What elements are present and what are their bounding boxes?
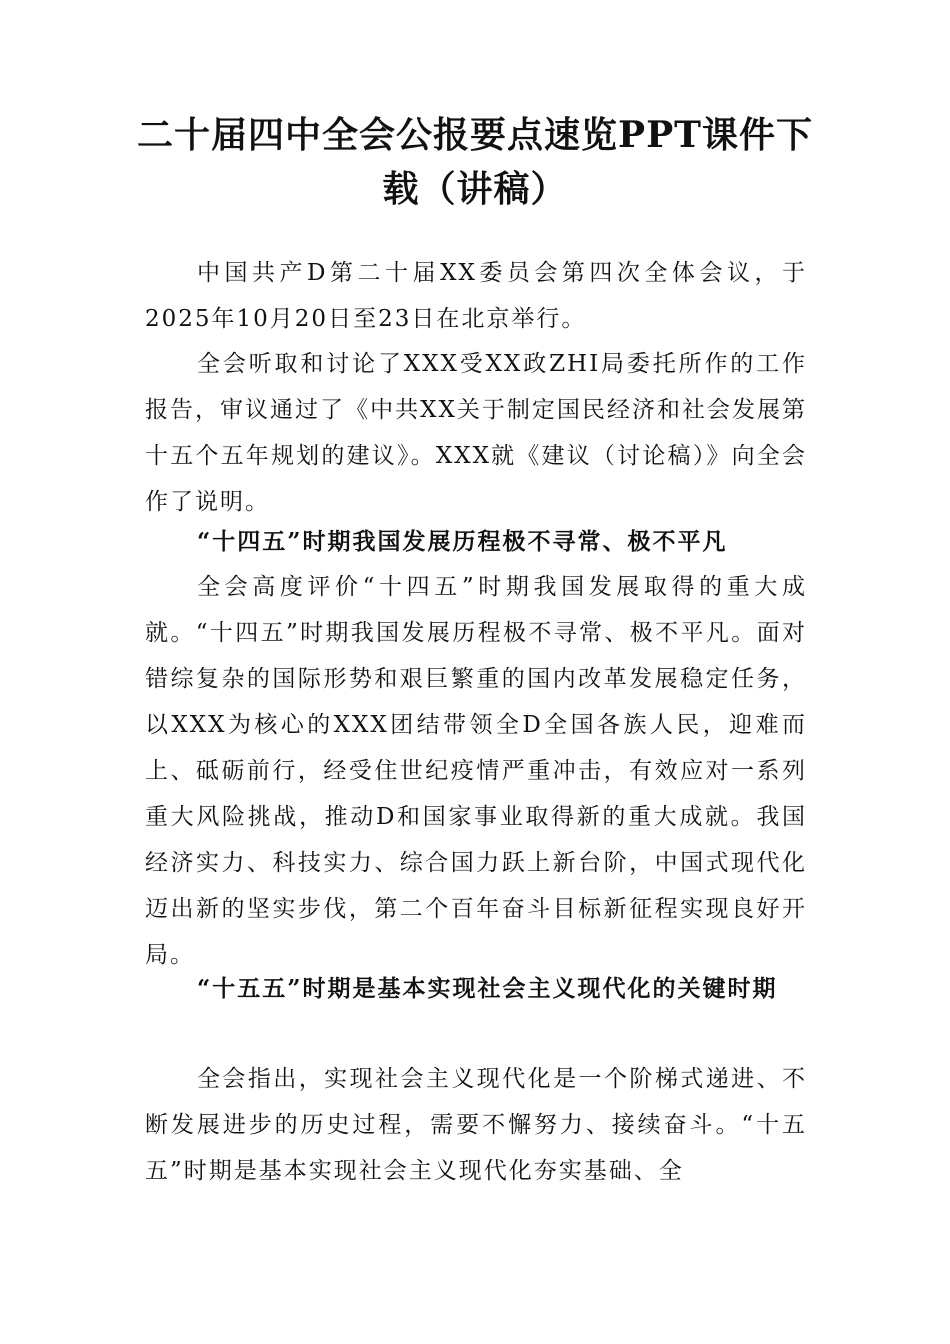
section-heading: “十五五”时期是基本实现社会主义现代化的关键时期 [197,975,778,1002]
body-paragraph: 中国共产D第二十届XX委员会第四次全体会议，于2025年10月20日至23日在北京举行。 [145,260,807,332]
document-title: 二十届四中全会公报要点速览PPT课件下载（讲稿） [137,114,813,210]
body-paragraph: 全会指出，实现社会主义现代化是一个阶梯式递进、不断发展进步的历史过程，需要不懈努力、接续奋斗。“十五五”时期是基本实现社会主义现代化夯实基础、全 [145,1066,807,1184]
section-heading: “十四五”时期我国发展历程极不寻常、极不平凡 [197,528,728,555]
body-paragraph: 全会高度评价“十四五”时期我国发展取得的重大成就。“十四五”时期我国发展历程极不寻常、极不平凡。面对错综复杂的国际形势和艰巨繁重的国内改革发展稳定任务，以XXX为核心的XXX团结带领全D全国各族人民，迎难而上、砥砺前行，经受住世纪疫情严重冲击，有效应对一系列重大风险挑战，推动D和国家事业取得新的重大成就。我国经济实力、科技实力、综合国力跃上新台阶，中国式现代化迈出新的坚实步伐，第二个百年奋斗目标新征程实现良好开局。 [145,574,807,968]
body-paragraph: 全会听取和讨论了XXX受XX政ZHI局委托所作的工作报告，审议通过了《中共XX关于制定国民经济和社会发展第十五个五年规划的建议》。XXX就《建议（讨论稿）》向全会作了说明。 [145,351,807,515]
